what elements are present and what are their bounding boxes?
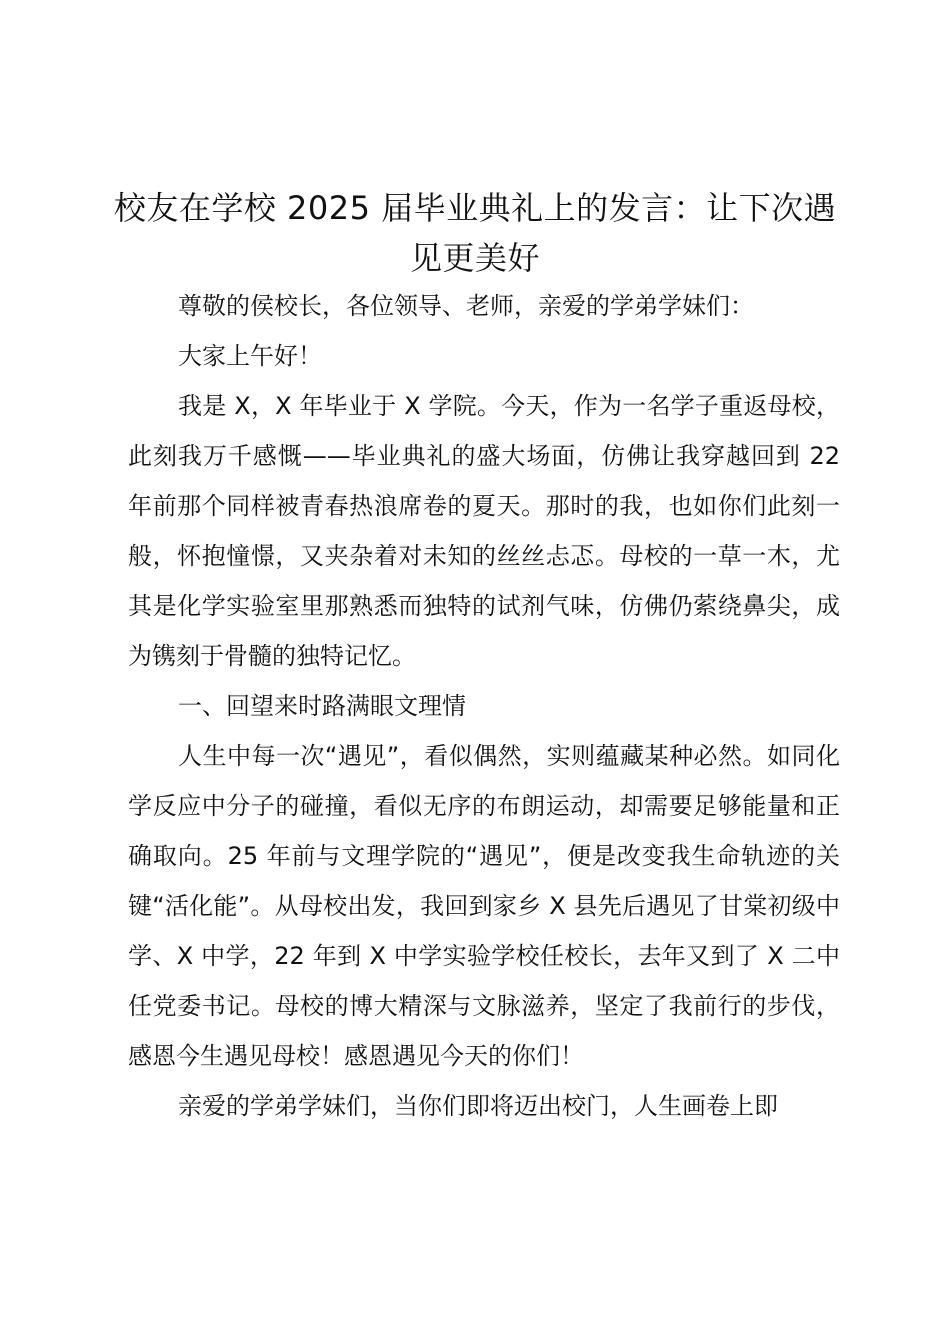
intro-paragraph: 我是 X，X 年毕业于 X 学院。今天，作为一名学子重返母校，此刻我万千感慨——毕业典礼的盛大场面，仿佛让我穿越回到 22 年前那个同样被青春热浪席卷的夏天。那时的我，也如你们此刻一般，怀抱憧憬，又夹杂着对未知的丝丝忐忑。母校的一草一木，尤其是化学实验室里那熟悉而独特的试剂气味，仿佛仍萦绕鼻尖，成为镌刻于骨髓的独特记忆。	[128, 392, 840, 670]
section-heading: 一、回望来时路满眼文理情	[178, 692, 466, 720]
greeting-paragraph: 大家上午好！	[178, 342, 322, 370]
body-paragraph: 人生中每一次“遇见”，看似偶然，实则蕴藏某种必然。如同化学反应中分子的碰撞，看似无序的布朗运动，却需要足够能量和正确取向。25 年前与文理学院的“遇见”，便是改变我生命轨迹的关键“活化能”。从母校出发，我回到家乡 X 县先后遇见了甘棠初级中学、X 中学，22 年到 X 中学实验学校任校长，去年又到了 X 二中任党委书记。母校的博大精深与文脉滋养，坚定了我前行的步伐，感恩今生遇见母校！感恩遇见今天的你们！	[128, 742, 840, 1070]
body-paragraph: 亲爱的学弟学妹们，当你们即将迈出校门，人生画卷上即	[178, 1092, 778, 1120]
salutation-paragraph: 尊敬的侯校长，各位领导、老师，亲爱的学弟学妹们：	[178, 292, 754, 320]
document-title: 校友在学校 2025 届毕业典礼上的发言：让下次遇见更美好	[113, 189, 837, 277]
document-body	[128, 281, 840, 1131]
